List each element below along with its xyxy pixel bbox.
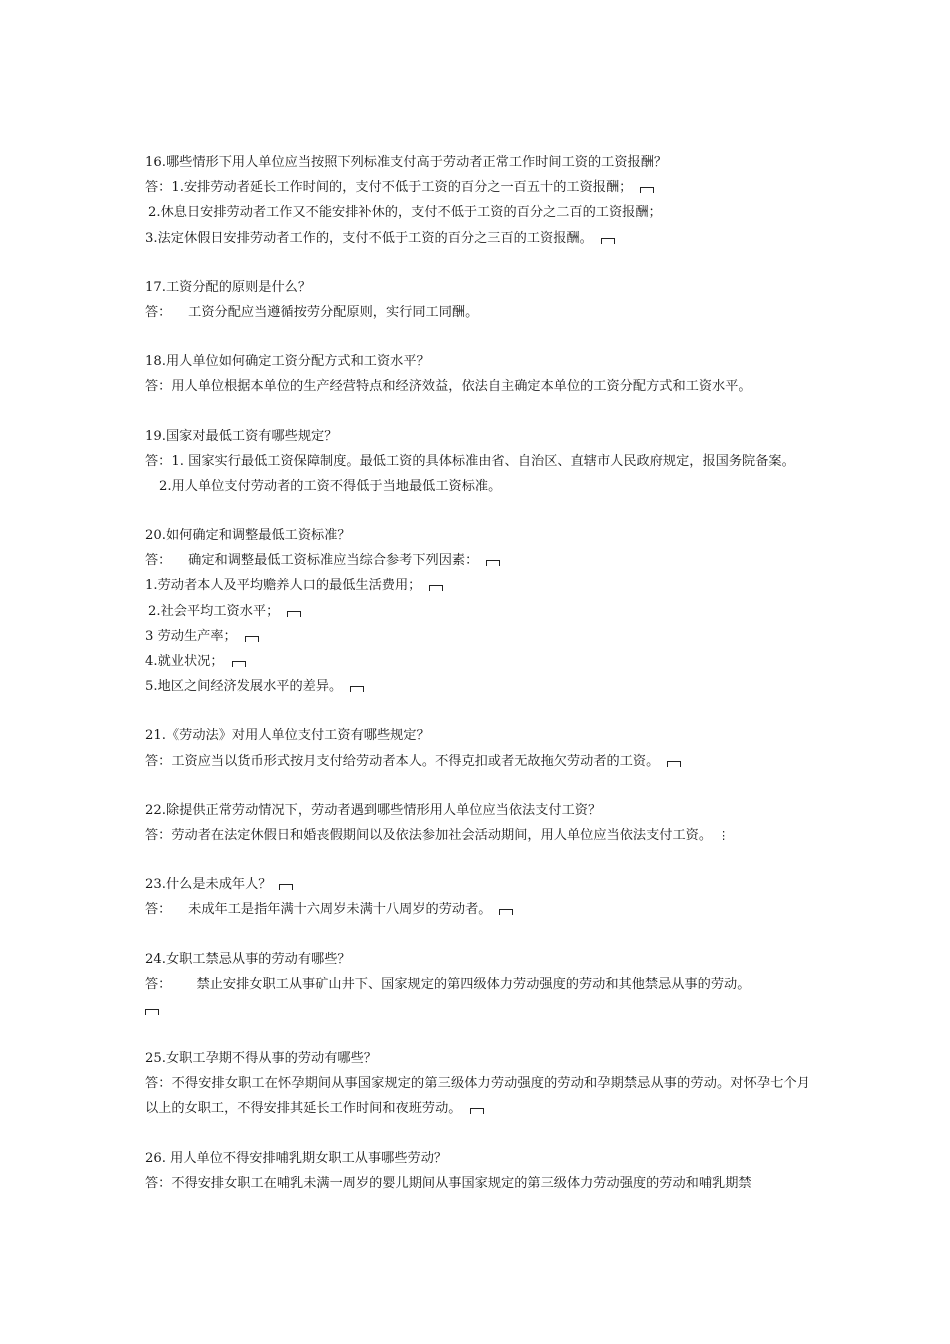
question-23: 23.什么是未成年人？ [145,872,810,897]
answer-19-line-2: 2.用人单位支付劳动者的工资不得低于当地最低工资标准。 [159,478,502,494]
vertical-dots-icon: ⋮ [718,828,730,842]
qa-content [145,150,810,1196]
question-25: 25.女职工孕期不得从事的劳动有哪些？ [145,1051,377,1067]
answer-20-line-2: 1.劳动者本人及平均赡养人口的最低生活费用； [145,573,810,598]
paragraph-mark-icon [245,636,259,642]
answer-20-line-4: 3 劳动生产率； [145,624,810,649]
paragraph-mark-icon [486,560,500,566]
answer-24-mark-line [145,997,810,1022]
answer-21: 答：工资应当以货币形式按月支付给劳动者本人。不得克扣或者无故拖欠劳动者的工资。 [145,749,810,774]
paragraph-mark-icon [667,761,681,767]
answer-16-line-1: 答：1.安排劳动者延长工作时间的，支付不低于工资的百分之一百五十的工资报酬； [145,175,810,200]
answer-20-line-5: 4.就业状况； [145,649,810,674]
paragraph-mark-icon [470,1108,484,1114]
answer-24: 答： 禁止安排女职工从事矿山井下、国家规定的第四级体力劳动强度的劳动和其他禁忌从事的劳动。 [145,976,751,992]
question-22: 22.除提供正常劳动情况下，劳动者遇到哪些情形用人单位应当依法支付工资？ [145,802,602,818]
answer-20-line-3: 2.社会平均工资水平； [145,599,810,624]
answer-25: 答：不得安排女职工在怀孕期间从事国家规定的第三级体力劳动强度的劳动和孕期禁忌从事的劳动。对怀孕七个月以上的女职工，不得安排其延长工作时间和夜班劳动。 [145,1076,810,1117]
answer-26: 答：不得安排女职工在哺乳未满一周岁的婴儿期间从事国家规定的第三级体力劳动强度的劳动和哺乳期禁 [145,1175,752,1191]
answer-19-line-1: 答：1. 国家实行最低工资保障制度。最低工资的具体标准由省、自治区、直辖市人民政府规定，报国务院备案。 [145,453,795,469]
paragraph-mark-icon [287,611,301,617]
paragraph-mark-icon [279,884,293,890]
question-16: 16.哪些情形下用人单位应当按照下列标准支付高于劳动者正常工作时间工资的工资报酬？ [145,155,668,170]
question-21: 21.《劳动法》对用人单位支付工资有哪些规定？ [145,728,430,744]
paragraph-mark-icon [145,1009,159,1015]
paragraph-mark-icon [350,686,364,692]
answer-16-line-3: 3.法定休假日安排劳动者工作的，支付不低于工资的百分之三百的工资报酬。 [145,226,810,251]
paragraph-mark-icon [429,585,443,591]
paragraph-mark-icon [499,909,513,915]
question-19: 19.国家对最低工资有哪些规定？ [145,428,338,444]
answer-23: 答： 未成年工是指年满十六周岁未满十八周岁的劳动者。 [145,897,810,922]
answer-16-line-2: 2.休息日安排劳动者工作又不能安排补休的，支付不低于工资的百分之二百的工资报酬； [148,205,662,221]
answer-20-line-6: 5.地区之间经济发展水平的差异。 [145,674,810,699]
paragraph-mark-icon [601,238,615,244]
answer-20-line-1: 答： 确定和调整最低工资标准应当综合参考下列因素： [145,548,810,573]
question-20: 20.如何确定和调整最低工资标准？ [145,528,351,544]
question-18: 18.用人单位如何确定工资分配方式和工资水平？ [145,354,430,370]
answer-22: 答：劳动者在法定休假日和婚丧假期间以及依法参加社会活动期间，用人单位应当依法支付工资。 ⋮ [145,823,810,848]
question-17: 17.工资分配的原则是什么？ [145,279,312,295]
question-24: 24.女职工禁忌从事的劳动有哪些？ [145,951,351,967]
paragraph-mark-icon [640,187,654,193]
answer-17: 答： 工资分配应当遵循按劳分配原则，实行同工同酬。 [145,304,479,320]
paragraph-mark-icon [232,661,246,667]
answer-18: 答：用人单位根据本单位的生产经营特点和经济效益，依法自主确定本单位的工资分配方式和工资水平。 [145,379,752,395]
question-26: 26. 用人单位不得安排哺乳期女职工从事哪些劳动？ [145,1150,448,1166]
